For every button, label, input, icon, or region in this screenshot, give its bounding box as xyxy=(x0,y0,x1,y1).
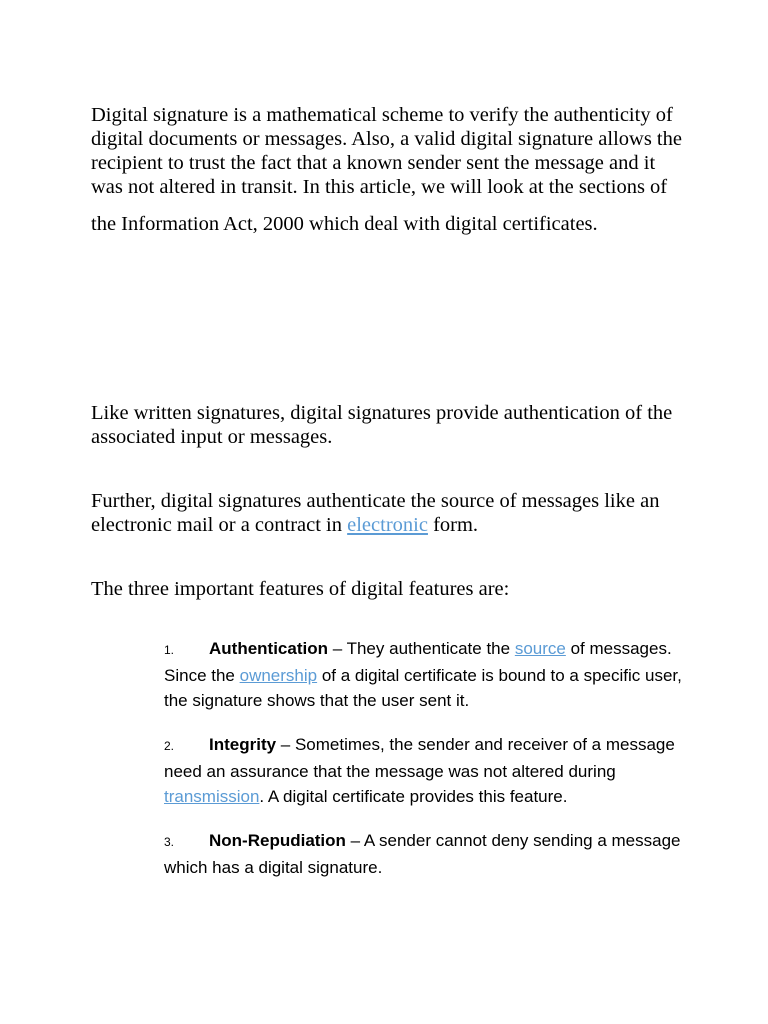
intro-paragraph xyxy=(91,103,691,236)
intro-text: Digital signature is a mathematical scheme to verify the authenticity of digital documents or messages. Also, a valid digital signature allows the recipient to trust the fact that a known sender sent the message and it was not altered in transit. In this article, we will look at the sections of xyxy=(91,104,682,198)
ownership-link[interactable]: ownership xyxy=(239,666,318,685)
feature-text: . A digital certificate provides this feature. xyxy=(259,787,568,806)
written-signatures-paragraph: Like written signatures, digital signatures provide authentication of the associated input or messages. xyxy=(91,402,673,448)
paragraph-text: form. xyxy=(427,514,479,536)
list-number: 2. xyxy=(164,739,175,753)
feature-text: – Sometimes, the sender and receiver of a message need an assurance that the message was not altered during xyxy=(164,735,675,781)
list-item-integrity xyxy=(164,732,684,809)
list-item-authentication xyxy=(164,636,684,713)
feature-term: Non-Repudiation xyxy=(209,831,346,850)
source-link[interactable]: source xyxy=(514,639,566,658)
source-authentication-paragraph xyxy=(91,489,691,537)
features-intro-paragraph: The three important features of digital features are: xyxy=(91,578,510,600)
feature-term: Authentication xyxy=(209,639,328,658)
electronic-link[interactable]: electronic xyxy=(347,514,428,536)
transmission-link[interactable]: transmission xyxy=(164,787,260,806)
list-number: 1. xyxy=(164,643,175,657)
feature-text: – A sender cannot deny sending a message which has a digital signature. xyxy=(164,831,681,877)
feature-text: of a digital certificate is bound to a specific user, the signature shows that the user sent it. xyxy=(164,666,682,710)
feature-term: Integrity xyxy=(209,735,277,754)
paragraph-text: Further, digital signatures authenticate the source of messages like an electronic mail or a contract in xyxy=(91,490,660,536)
list-item-non-repudiation xyxy=(164,828,684,880)
feature-text: of messages. Since the xyxy=(164,639,672,685)
feature-text: – They authenticate the xyxy=(328,639,515,658)
list-number: 3. xyxy=(164,835,175,849)
intro-last-line: the Information Act, 2000 which deal with digital certificates. xyxy=(91,213,598,235)
